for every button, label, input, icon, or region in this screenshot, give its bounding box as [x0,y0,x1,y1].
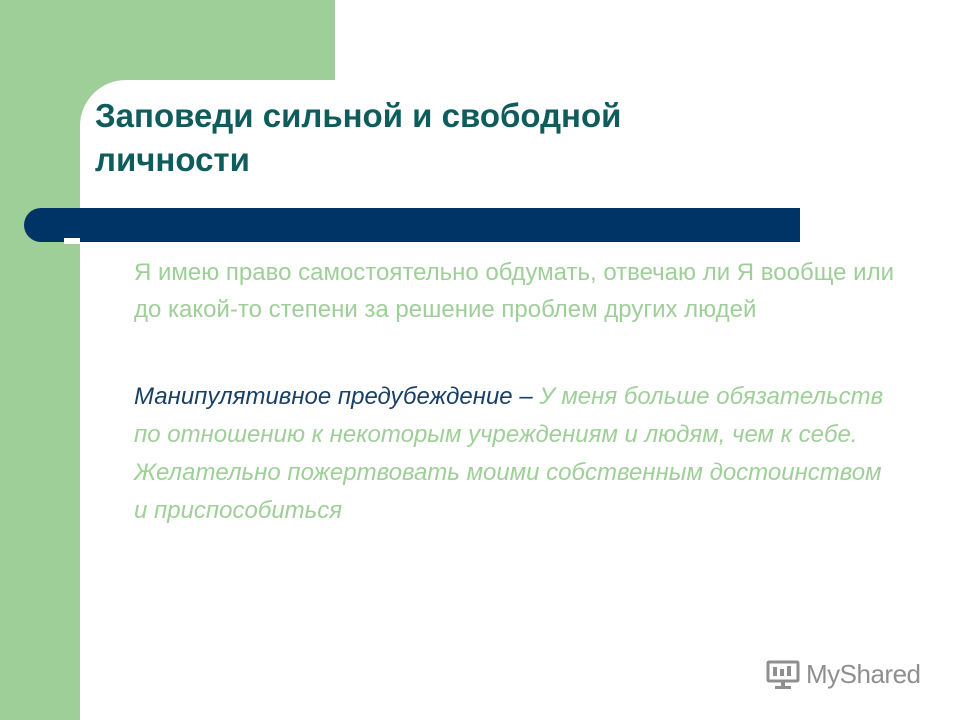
title-bar-notch [64,238,80,244]
paragraph-2-lead: Манипулятивное предубеждение – [134,383,533,410]
body-paragraph-2 [134,378,894,530]
title-line-1: Заповеди сильной и свободной [95,97,622,134]
presentation-screen-icon [766,657,800,691]
watermark-logo [766,656,921,692]
body-paragraph-1: Я имею право самостоятельно обдумать, отвечаю ли Я вообще или до какой-то степени за решение проблем других людей [134,259,894,323]
title-underline-bar [24,208,800,242]
paragraph-2-text: У меня больше обязательств по отношению к некоторым учреждениям и людям, чем к себе. Желательно пожертвовать моими собственным достоинством и приспособиться [134,383,884,524]
slide-title [95,94,815,182]
title-line-2: личности [95,141,250,178]
logo-text: MyShared [806,658,921,689]
